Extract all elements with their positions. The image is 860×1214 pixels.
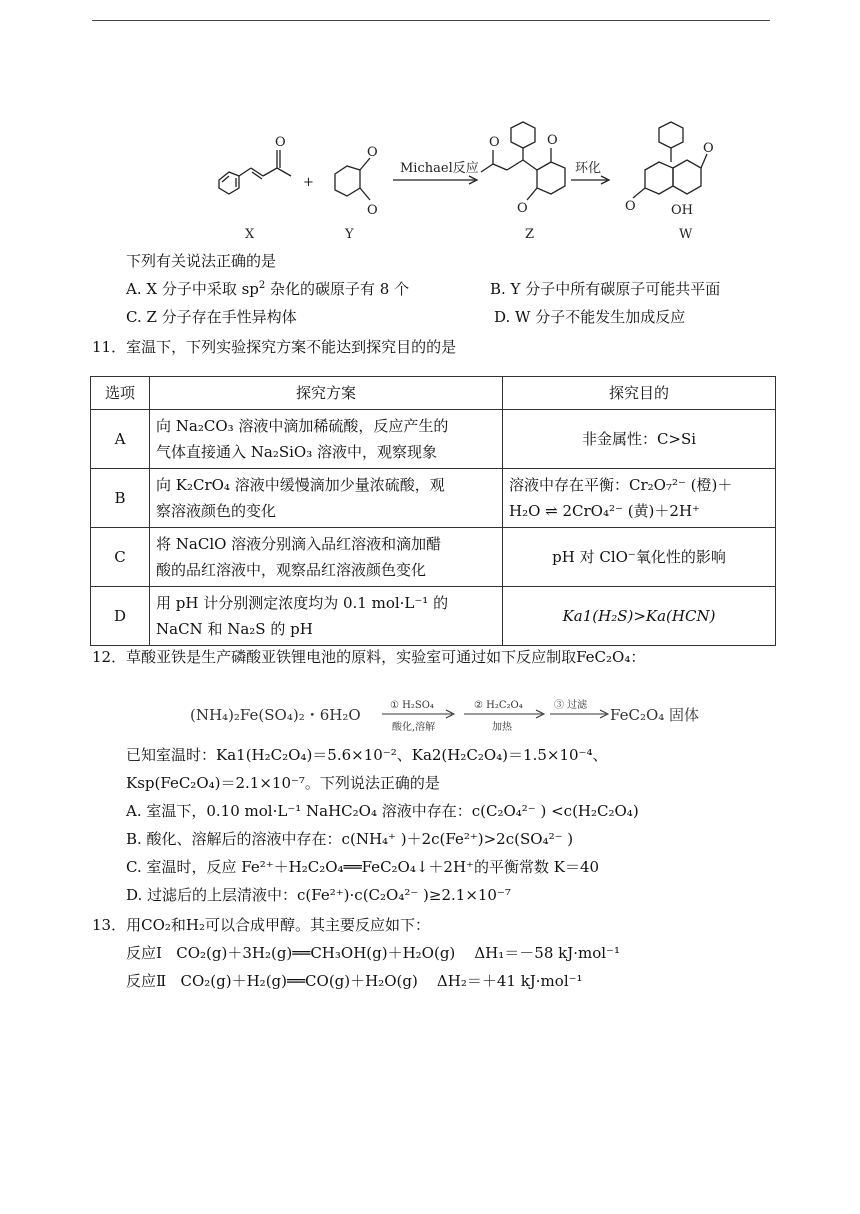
svg-text:③ 过滤: ③ 过滤 <box>554 700 588 711</box>
q10-option-c: C. Z 分子存在手性异构体 <box>126 308 297 326</box>
svg-text:FeC₂O₄ 固体: FeC₂O₄ 固体 <box>610 706 700 724</box>
svg-text:O: O <box>547 133 558 148</box>
svg-text:OH: OH <box>671 203 693 218</box>
table-row: B 向 K₂CrO₄ 溶液中缓慢滴加少量浓硫酸，观 察溶液颜色的变化 溶液中存在平衡：Cr₂O₇²⁻ (橙)＋ H₂O ⇌ 2CrO₄²⁻ (黄)＋2H⁺ <box>91 469 776 528</box>
q11-stem: 11．室温下，下列实验探究方案不能达到探究目的的是 <box>92 338 457 356</box>
svg-text:O: O <box>489 135 500 150</box>
molecule-x <box>219 150 291 194</box>
q10-option-a: A. X 分子中采取 $sp^2$ 杂化的碳原子有 8 个 <box>126 280 410 298</box>
q12-option-d: D. 过滤后的上层清液中：c(Fe²⁺)·c(C₂O₄²⁻ )≥2.1×10⁻⁷ <box>126 886 511 904</box>
table-header-row <box>91 377 776 410</box>
label-w: W <box>679 227 693 242</box>
svg-text:加热: 加热 <box>492 722 512 733</box>
header-option: 选项 <box>91 377 150 410</box>
q11-table <box>90 376 776 646</box>
label-y: Y <box>345 227 354 242</box>
table-row: C 将 NaClO 溶液分别滴入品红溶液和滴加醋 酸的品红溶液中，观察品红溶液颜色变化 pH 对 ClO⁻氧化性的影响 <box>91 528 776 587</box>
svg-text:② H₂C₂O₄: ② H₂C₂O₄ <box>474 700 523 711</box>
q12-stem: 12．草酸亚铁是生产磷酸亚铁锂电池的原料，实验室可通过如下反应制取FeC₂O₄： <box>92 648 646 666</box>
svg-text:(NH₄)₂Fe(SO₄)₂・6H₂O: (NH₄)₂Fe(SO₄)₂・6H₂O <box>190 706 361 724</box>
svg-text:O: O <box>367 203 378 218</box>
q12-option-a: A. 室温下，0.10 mol·L⁻¹ NaHC₂O₄ 溶液中存在：c(C₂O₄²⁻ ) <c(H₂C₂O₄) <box>126 802 639 820</box>
header-goal: 探究目的 <box>503 377 776 410</box>
header-rule <box>92 20 770 21</box>
q10-option-b: B. Y 分子中所有碳原子可能共平面 <box>490 280 721 298</box>
svg-text:O: O <box>275 135 286 150</box>
svg-text:O: O <box>703 141 714 156</box>
label-z: Z <box>525 227 535 242</box>
q13-reaction-2: 反应Ⅱ CO₂(g)＋H₂(g)══CO(g)＋H₂O(g) ΔH₂＝＋41 kJ·mol⁻¹ <box>126 972 583 990</box>
svg-text:O: O <box>367 145 378 160</box>
label-x: X <box>245 227 255 242</box>
svg-text:O: O <box>517 201 528 216</box>
molecule-w <box>633 122 707 198</box>
q13-reaction-1: 反应Ⅰ CO₂(g)＋3H₂(g)══CH₃OH(g)＋H₂O(g) ΔH₁＝－58 kJ·mol⁻¹ <box>126 944 620 962</box>
q13-stem: 13．用CO₂和H₂可以合成甲醇。其主要反应如下： <box>92 916 430 934</box>
svg-text:O: O <box>625 199 636 214</box>
plus-sign: + <box>303 175 314 190</box>
q10-stem: 下列有关说法正确的是 <box>126 252 277 270</box>
q12-option-c: C. 室温时，反应 Fe²⁺＋H₂C₂O₄══FeC₂O₄↓＋2H⁺的平衡常数 K＝40 <box>126 858 600 876</box>
svg-text:① H₂SO₄: ① H₂SO₄ <box>390 700 434 711</box>
svg-text:环化: 环化 <box>575 161 602 176</box>
svg-text:酸化,溶解: 酸化,溶解 <box>392 722 436 733</box>
q10-option-d: D. W 分子不能发生加成反应 <box>494 308 686 326</box>
table-row: D 用 pH 计分别测定浓度均为 0.1 mol·L⁻¹ 的 NaCN 和 Na₂S 的 pH Ka1(H₂S)>Ka(HCN) <box>91 587 776 646</box>
q12-known-1: 已知室温时：Ka1(H₂C₂O₄)＝5.6×10⁻²、Ka2(H₂C₂O₄)＝1.5×10⁻⁴、 <box>126 746 608 764</box>
header-plan: 探究方案 <box>150 377 503 410</box>
q12-equation <box>190 698 750 734</box>
svg-text:Michael反应: Michael反应 <box>400 161 479 176</box>
q12-known-2: Ksp(FeC₂O₄)＝2.1×10⁻⁷。下列说法正确的是 <box>126 774 440 792</box>
table-row: A 向 Na₂CO₃ 溶液中滴加稀硫酸，反应产生的 气体直接通入 Na₂SiO₃ 溶液中，观察现象 非金属性：C>Si <box>91 410 776 469</box>
reaction-scheme <box>205 110 745 245</box>
molecule-y <box>335 158 370 200</box>
q12-option-b: B. 酸化、溶解后的溶液中存在：c(NH₄⁺ )＋2c(Fe²⁺)>2c(SO₄²⁻ ) <box>126 830 574 848</box>
